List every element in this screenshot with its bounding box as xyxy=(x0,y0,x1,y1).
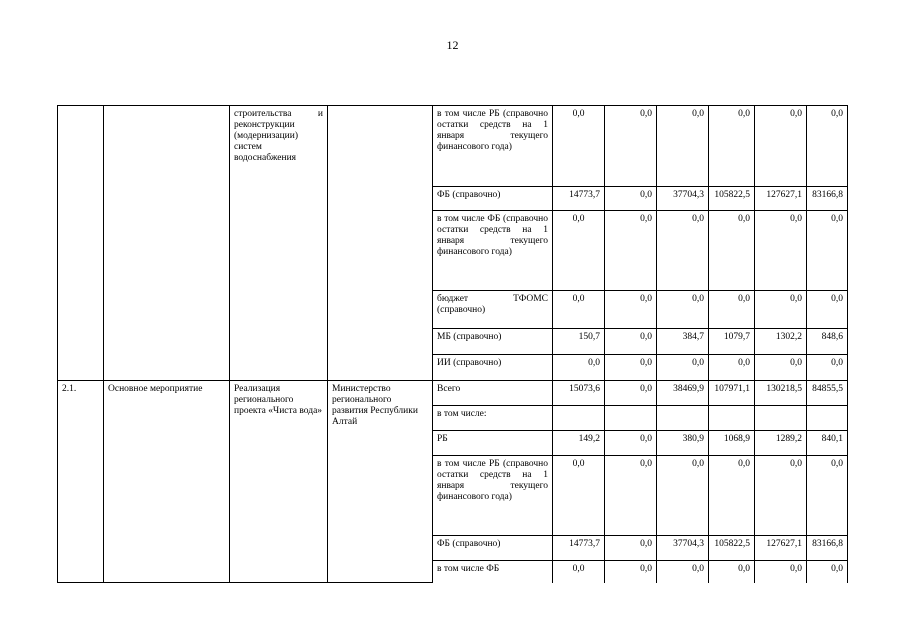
value-cell: 149,2 xyxy=(553,431,605,456)
value-cell: 0,0 xyxy=(709,211,755,291)
value-cell: 14773,7 xyxy=(553,536,605,561)
value-cell: 0,0 xyxy=(657,106,709,187)
value-cell: 0,0 xyxy=(807,456,848,536)
value-cell: 0,0 xyxy=(807,106,848,187)
value-cell: 0,0 xyxy=(657,291,709,329)
value-cell: 1289,2 xyxy=(755,431,807,456)
value-cell: 0,0 xyxy=(553,456,605,536)
value-cell: 0,0 xyxy=(755,291,807,329)
value-cell: 37704,3 xyxy=(657,187,709,211)
value-cell xyxy=(755,406,807,431)
source-cell: в том числе: xyxy=(433,406,553,431)
value-cell: 0,0 xyxy=(709,456,755,536)
source-cell: РБ xyxy=(433,431,553,456)
value-cell: 0,0 xyxy=(553,106,605,187)
value-cell: 0,0 xyxy=(605,106,657,187)
value-cell: 38469,9 xyxy=(657,381,709,406)
value-cell xyxy=(657,406,709,431)
value-cell: 0,0 xyxy=(605,355,657,381)
source-cell: в том числе ФБ xyxy=(433,561,553,583)
project-name-cell: строительства и реконструкции (модернизации) систем водоснабжения xyxy=(230,106,328,381)
value-cell: 83166,8 xyxy=(807,187,848,211)
value-cell: 0,0 xyxy=(605,381,657,406)
value-cell: 380,9 xyxy=(657,431,709,456)
value-cell: 127627,1 xyxy=(755,536,807,561)
value-cell: 0,0 xyxy=(807,211,848,291)
value-cell: 15073,6 xyxy=(553,381,605,406)
value-cell: 0,0 xyxy=(605,187,657,211)
value-cell: 0,0 xyxy=(755,561,807,583)
value-cell: 0,0 xyxy=(755,355,807,381)
value-cell: 0,0 xyxy=(709,561,755,583)
value-cell: 0,0 xyxy=(657,355,709,381)
source-cell: МБ (справочно) xyxy=(433,329,553,355)
value-cell: 0,0 xyxy=(709,291,755,329)
value-cell xyxy=(553,406,605,431)
value-cell: 1302,2 xyxy=(755,329,807,355)
source-cell: Всего xyxy=(433,381,553,406)
value-cell: 0,0 xyxy=(605,536,657,561)
number-cell xyxy=(58,106,104,381)
value-cell: 0,0 xyxy=(807,561,848,583)
value-cell: 105822,5 xyxy=(709,536,755,561)
value-cell: 0,0 xyxy=(553,355,605,381)
value-cell: 37704,3 xyxy=(657,536,709,561)
value-cell: 0,0 xyxy=(755,211,807,291)
value-cell: 0,0 xyxy=(553,561,605,583)
value-cell: 0,0 xyxy=(605,291,657,329)
value-cell: 0,0 xyxy=(605,211,657,291)
value-cell: 0,0 xyxy=(605,431,657,456)
source-cell: в том числе ФБ (справочно остатки средств на 1 января текущего финансового года) xyxy=(433,211,553,291)
value-cell: 0,0 xyxy=(755,106,807,187)
value-cell: 0,0 xyxy=(605,456,657,536)
value-cell: 84855,5 xyxy=(807,381,848,406)
source-cell: в том числе РБ (справочно остатки средств на 1 января текущего финансового года) xyxy=(433,456,553,536)
table-row xyxy=(58,106,848,187)
value-cell: 840,1 xyxy=(807,431,848,456)
number-cell: 2.1. xyxy=(58,381,104,583)
value-cell: 0,0 xyxy=(605,329,657,355)
value-cell: 0,0 xyxy=(709,355,755,381)
source-cell: в том числе РБ (справочно остатки средств на 1 января текущего финансового года) xyxy=(433,106,553,187)
value-cell: 83166,8 xyxy=(807,536,848,561)
value-cell: 1079,7 xyxy=(709,329,755,355)
value-cell: 0,0 xyxy=(605,561,657,583)
value-cell: 0,0 xyxy=(709,106,755,187)
value-cell: 1068,9 xyxy=(709,431,755,456)
measure-type-cell xyxy=(104,106,230,381)
value-cell: 0,0 xyxy=(553,211,605,291)
budget-table xyxy=(57,105,848,583)
value-cell xyxy=(709,406,755,431)
value-cell: 0,0 xyxy=(807,355,848,381)
value-cell: 105822,5 xyxy=(709,187,755,211)
value-cell: 0,0 xyxy=(755,456,807,536)
value-cell: 848,6 xyxy=(807,329,848,355)
value-cell xyxy=(807,406,848,431)
value-cell: 14773,7 xyxy=(553,187,605,211)
page-number: 12 xyxy=(446,38,459,52)
value-cell xyxy=(605,406,657,431)
source-cell: ФБ (справочно) xyxy=(433,536,553,561)
value-cell: 107971,1 xyxy=(709,381,755,406)
value-cell: 127627,1 xyxy=(755,187,807,211)
value-cell: 0,0 xyxy=(807,291,848,329)
value-cell: 130218,5 xyxy=(755,381,807,406)
value-cell: 0,0 xyxy=(553,291,605,329)
executor-cell xyxy=(328,106,433,381)
source-cell: ФБ (справочно) xyxy=(433,187,553,211)
value-cell: 384,7 xyxy=(657,329,709,355)
measure-type-cell: Основное мероприятие xyxy=(104,381,230,583)
table-row xyxy=(58,381,848,406)
source-cell: бюджет ТФОМС (справочно) xyxy=(433,291,553,329)
executor-cell: Министерство регионального развития Республики Алтай xyxy=(328,381,433,583)
value-cell: 0,0 xyxy=(657,456,709,536)
project-name-cell: Реализация регионального проекта «Чиста вода» xyxy=(230,381,328,583)
value-cell: 0,0 xyxy=(657,211,709,291)
source-cell: ИИ (справочно) xyxy=(433,355,553,381)
value-cell: 150,7 xyxy=(553,329,605,355)
value-cell: 0,0 xyxy=(657,561,709,583)
